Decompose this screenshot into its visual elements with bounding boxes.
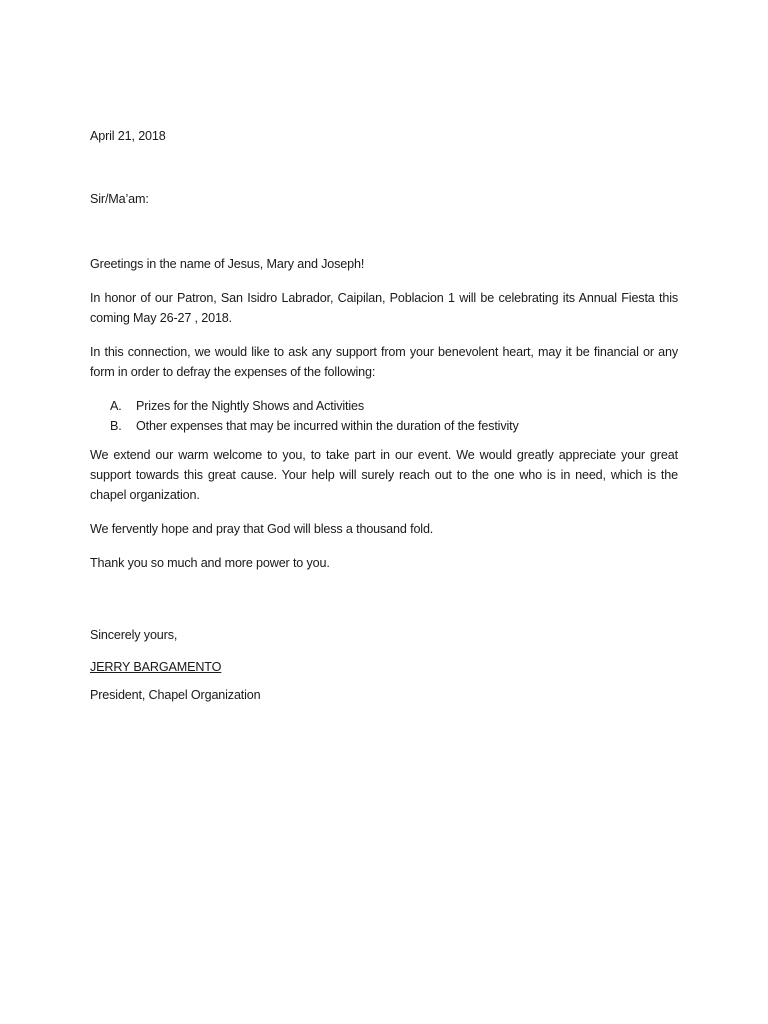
signer-name: JERRY BARGAMENTO [90,660,222,674]
greeting-paragraph: Greetings in the name of Jesus, Mary and Joseph! [90,257,365,271]
salutation: Sir/Ma’am: [90,192,149,206]
signer-title: President, Chapel Organization [90,688,261,702]
thanks-paragraph: Thank you so much and more power to you. [90,556,330,570]
list-item [90,416,678,436]
list-item-text: Other expenses that may be incurred within the duration of the festivity [136,419,519,433]
expense-list [90,396,678,436]
list-marker: B. [110,419,122,433]
letter-body [90,126,678,705]
welcome-paragraph: We extend our warm welcome to you, to take part in our event. We would greatly appreciate your great support towards this great cause. Your help will surely reach out to the one who is in need, which is the chapel organization. [90,448,678,502]
fiesta-paragraph: In honor of our Patron, San Isidro Labrador, Caipilan, Poblacion 1 will be celebrating its Annual Fiesta this coming May 26-27 , 2018. [90,291,678,325]
letter-date: April 21, 2018 [90,129,166,143]
list-item-text: Prizes for the Nightly Shows and Activities [136,399,365,413]
list-item [90,396,678,416]
list-marker: A. [110,399,122,413]
prayer-paragraph: We fervently hope and pray that God will bless a thousand fold. [90,522,434,536]
closing: Sincerely yours, [90,628,178,642]
support-request-paragraph: In this connection, we would like to ask any support from your benevolent heart, may it be financial or any form in order to defray the expenses of the following: [90,345,678,379]
